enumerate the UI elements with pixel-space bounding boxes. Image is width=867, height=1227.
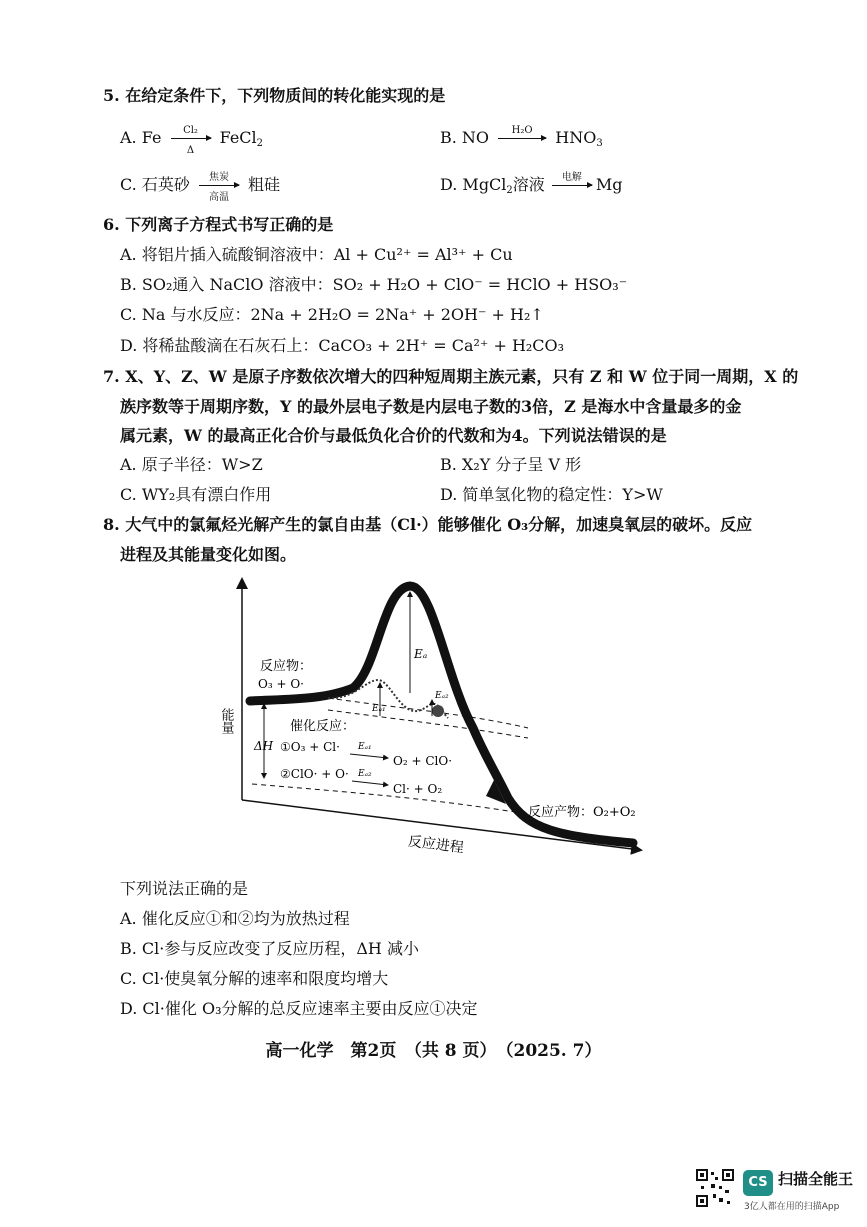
q5-d-label: D. MgCl <box>440 175 507 194</box>
q5-c-arrow-bot: 高温 <box>208 192 229 203</box>
q5-c-arrow-top: 焦炭 <box>208 172 229 183</box>
q6-option-d: D. 将稀盐酸滴在石灰石上：CaCO₃ + 2H⁺ = Ca²⁺ + H₂CO₃ <box>120 336 565 355</box>
q7-option-b: B. X₂Y 分子呈 V 形 <box>440 455 582 474</box>
q5-stem: 5. 在给定条件下，下列物质间的转化能实现的是 <box>103 86 446 105</box>
q6-option-b: B. SO₂通入 NaClO 溶液中：SO₂ + H₂O + ClO⁻ = HClO + HSO₃⁻ <box>120 275 628 294</box>
q8-ask: 下列说法正确的是 <box>120 879 249 898</box>
dashed-product-level <box>252 784 528 814</box>
cs-logo-icon: CS <box>743 1170 773 1196</box>
energy-diagram <box>218 568 648 868</box>
q5-option-a: A. Fe $\frac{\text{Cl₂}}{\Delta}$ FeCl$_2$ <box>120 125 264 156</box>
q5-b-product: HNO <box>555 128 597 147</box>
q5-c-product: 粗硅 <box>248 175 281 194</box>
y-axis-label: 能量 <box>218 708 234 734</box>
q5-d-arrow <box>552 172 592 186</box>
ea-label: Eₐ <box>414 647 428 661</box>
dh-label: ΔH <box>254 739 274 753</box>
q7-line3: 属元素，W 的最高正化合价与最低负化合价的代数和为4。下列说法错误的是 <box>120 426 667 445</box>
page-footer: 高一化学 第2页 （共 8 页） （2025. 7） <box>265 1041 602 1061</box>
q5-a-product: FeCl <box>219 128 257 147</box>
q5-a-label: A. Fe <box>120 128 162 147</box>
step2-ea: Eₐ₂ <box>358 769 372 779</box>
q6-option-a: A. 将铝片插入硫酸铜溶液中：Al + Cu²⁺ = Al³⁺ + Cu <box>120 245 513 264</box>
reactant-title: 反应物： <box>260 659 313 674</box>
q5-option-b: B. NO H₂O $HNO_3$ <box>440 125 603 149</box>
reactant-formula: O₃ + O· <box>258 677 304 691</box>
q5-a-arrow-bot: Δ <box>186 145 195 156</box>
q7-option-c: C. WY₂具有漂白作用 <box>120 485 272 504</box>
q6-option-c: C. Na 与水反应：2Na + 2H₂O = 2Na⁺ + 2OH⁻ + H₂↑ <box>120 305 544 324</box>
step2-right: Cl· + O₂ <box>393 782 443 796</box>
ea1-label: Eₐ₁ <box>372 704 386 714</box>
catalytic-title: 催化反应： <box>290 719 356 734</box>
qr-code-icon <box>695 1168 735 1208</box>
q8-option-a: A. 催化反应①和②均为放热过程 <box>120 909 350 928</box>
q8-option-d: D. Cl·催化 O₃分解的总反应速率主要由反应①决定 <box>120 999 478 1018</box>
step2-left: ②ClO· + O· <box>280 767 349 781</box>
q5-a-arrow-top: Cl₂ <box>183 125 198 136</box>
q8-option-b: B. Cl·参与反应改变了反应历程，ΔH 减小 <box>120 939 419 958</box>
q5-b-arrow <box>498 125 546 139</box>
q5-c-arrow <box>199 172 239 203</box>
q5-c-label: C. 石英砂 <box>120 175 190 194</box>
q5-option-c <box>120 172 281 203</box>
q5-d-product: Mg <box>595 175 623 194</box>
dashed-level-1 <box>328 710 528 738</box>
q5-a-arrow <box>171 125 211 156</box>
step1-left: ①O₃ + Cl· <box>280 740 340 754</box>
scanner-app-name: 扫描全能王 <box>778 1170 854 1188</box>
q7-option-a: A. 原子半径：W>Z <box>120 455 263 474</box>
q5-b-label: B. NO <box>440 128 490 147</box>
step1-arrow <box>350 754 388 758</box>
q5-d-suffix: 溶液 <box>512 175 545 194</box>
step1-right: O₂ + ClO· <box>393 754 453 768</box>
q7-line1: 7. X、Y、Z、W 是原子序数依次增大的四种短周期主族元素，只有 Z 和 W 位于同一周期，X 的 <box>103 367 799 386</box>
q5-d-arrow-top: 电解 <box>561 172 582 183</box>
q7-line2: 族序数等于周期序数，Y 的最外层电子数是内层电子数的3倍，Z 是海水中含量最多的金 <box>120 397 742 416</box>
q7-option-d: D. 简单氢化物的稳定性：Y>W <box>440 485 663 504</box>
ea2-label: Eₐ₂ <box>435 691 449 701</box>
q8-line2: 进程及其能量变化如图。 <box>120 545 297 564</box>
q5-option-d: D. MgCl$_2$溶液 电解 Mg <box>440 172 623 196</box>
x-axis-label: 反应进程 <box>407 833 465 857</box>
q8-option-c: C. Cl·使臭氧分解的速率和限度均增大 <box>120 969 389 988</box>
catalyzed-dot <box>432 705 444 717</box>
scanner-tagline: 3亿人都在用的扫描App <box>744 1202 840 1212</box>
step2-arrow <box>352 781 388 785</box>
product-label: 反应产物：O₂+O₂ <box>528 805 636 820</box>
q5-b-arrow-top: H₂O <box>511 125 533 136</box>
q6-stem: 6. 下列离子方程式书写正确的是 <box>103 215 334 234</box>
q8-line1: 8. 大气中的氯氟烃光解产生的氯自由基（Cl·）能够催化 O₃分解，加速臭氧层的破坏。反应 <box>103 515 753 534</box>
step1-ea: Eₐ₁ <box>358 742 372 752</box>
